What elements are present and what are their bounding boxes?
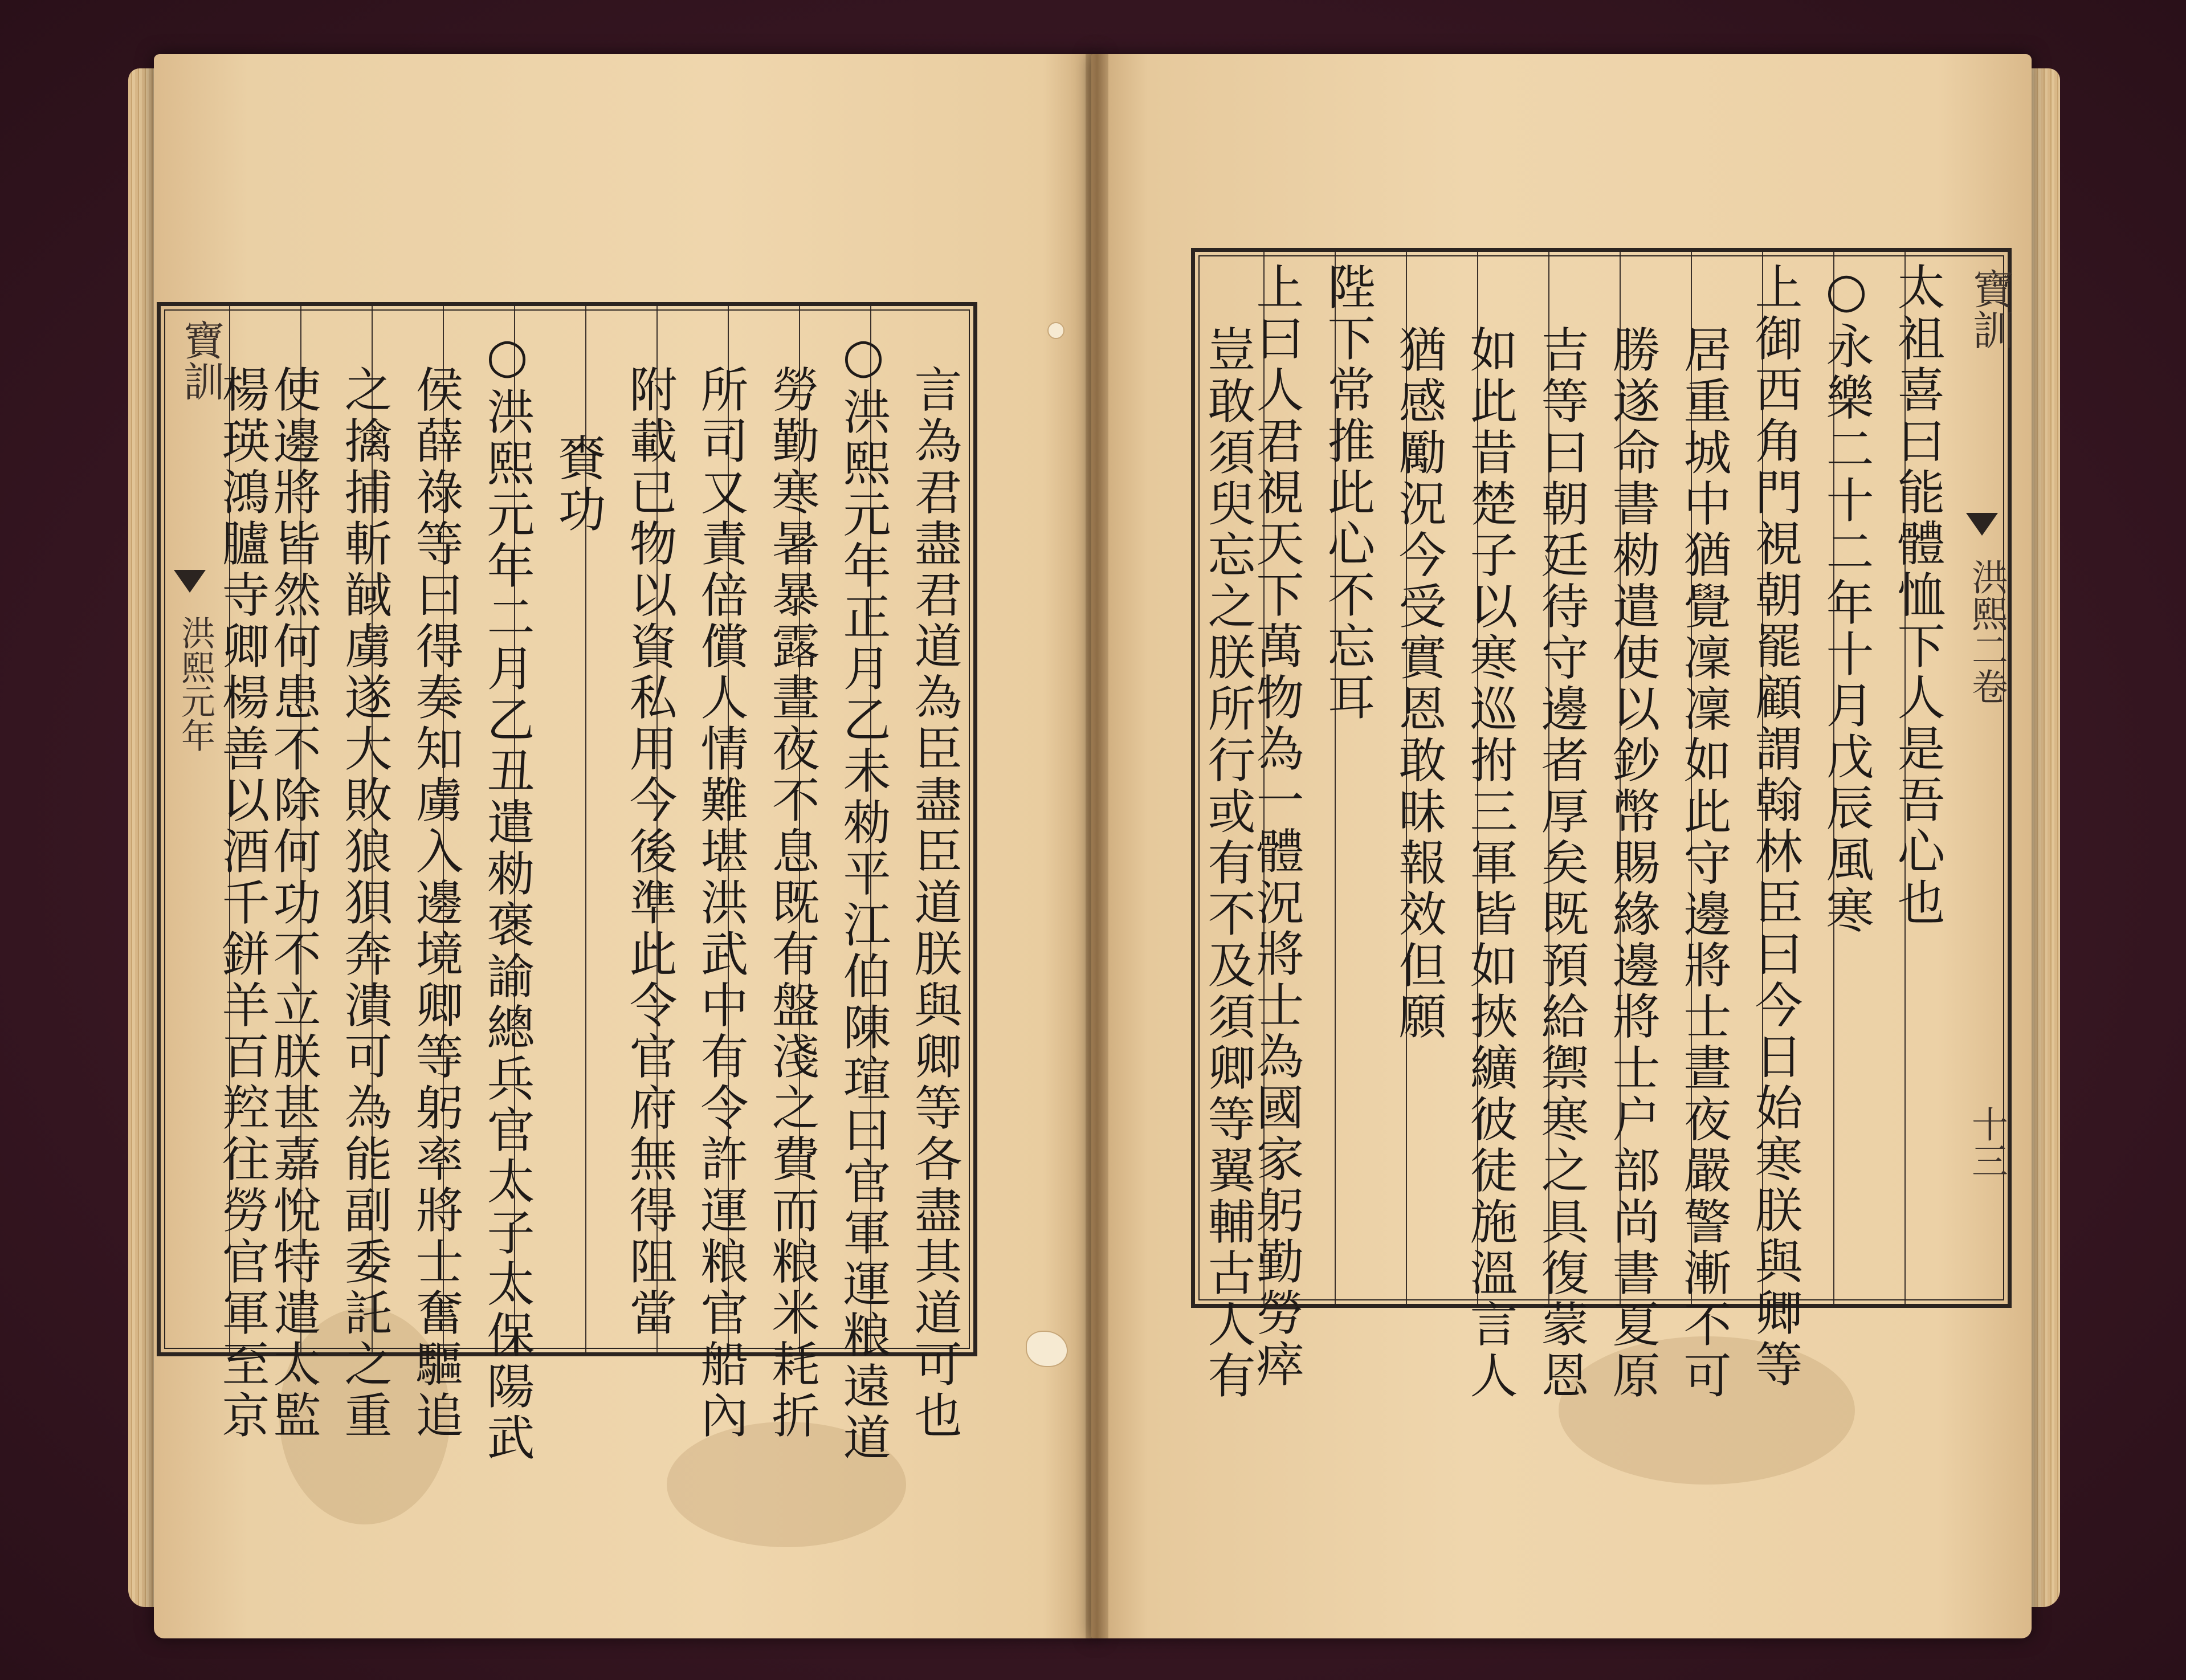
right-margin-volume: 洪熙二卷 xyxy=(1965,558,2008,704)
text-column: 勞勤寒暑暴露晝夜不息既有盤淺之費而粮米耗折 xyxy=(764,365,820,1442)
fishtail-mark xyxy=(174,570,206,593)
text-column: 上曰人君視天下萬物為一體況將士為國家躬勤勞瘁 xyxy=(1249,262,1304,1391)
text-column: ○洪熙元年正月乙未勑平江伯陳瑄曰官軍運粮遠道 xyxy=(835,328,891,1464)
text-column: 吉等曰朝廷待守邊者厚矣既預給禦寒之具復蒙恩 xyxy=(1534,325,1589,1402)
text-column: 附載已物以資私用今後準此令官府無得阻當 xyxy=(622,365,678,1339)
section-heading: 賚功 xyxy=(550,433,606,536)
text-column: 如此昔楚子以寒巡拊三軍皆如挾纊彼徒施溫言人 xyxy=(1462,325,1518,1402)
text-column: 陛下常推此心不忘耳 xyxy=(1320,262,1376,724)
text-column: ○洪熙元年二月乙丑遣勑褒諭總兵官太子太保陽武 xyxy=(479,328,535,1464)
text-column: 侯薛祿等曰得奏知虜入邊境卿等躬率將士奮驅追 xyxy=(408,365,464,1442)
text-column: ○永樂二十二年十月戊辰風寒 xyxy=(1818,262,1874,937)
text-column: 使邊將皆然何患不除何功不立朕甚嘉悅特遣太監 xyxy=(266,365,321,1442)
text-column: 居重城中猶覺凜凜如此守邊將士晝夜嚴警漸不可 xyxy=(1676,325,1732,1402)
text-column: 所司又責倍償人情難堪洪武中有令許運粮官船內 xyxy=(693,365,749,1442)
binding-hole xyxy=(1047,322,1065,339)
text-column: 之擒捕斬馘虜遂大敗狼狽奔潰可為能副委託之重 xyxy=(337,365,393,1442)
text-column: 太祖喜曰能體恤下人是吾心也 xyxy=(1890,262,1946,929)
text-column: 上御西角門視朝罷顧謂翰林臣曰今日始寒朕與卿等 xyxy=(1747,262,1803,1391)
text-column: 楊瑛鴻臚寺卿楊善以酒千鉼羊百羫往勞官軍至京 xyxy=(214,365,270,1442)
book-gutter xyxy=(1086,54,1108,1638)
text-column: 言為君盡君道為臣盡臣道朕與卿等各盡其道可也 xyxy=(907,365,963,1442)
left-margin-subtitle: 洪熙元年 xyxy=(176,615,215,752)
text-column: 猶感勵況今受實恩敢昧報效但願 xyxy=(1391,325,1447,1043)
right-margin-title: 寶訓 xyxy=(1966,268,2014,350)
text-column: 豈敢須臾忘之朕所行或有不及須卿等翼輔古人有 xyxy=(1200,325,1256,1402)
fishtail-mark xyxy=(1966,513,1998,536)
page-number: 十三 xyxy=(1965,1106,2008,1179)
left-margin-title: 寶訓 xyxy=(177,319,225,401)
text-column: 勝遂命書勑遣使以鈔幣賜緣邊將士户部尚書夏原 xyxy=(1605,325,1661,1402)
